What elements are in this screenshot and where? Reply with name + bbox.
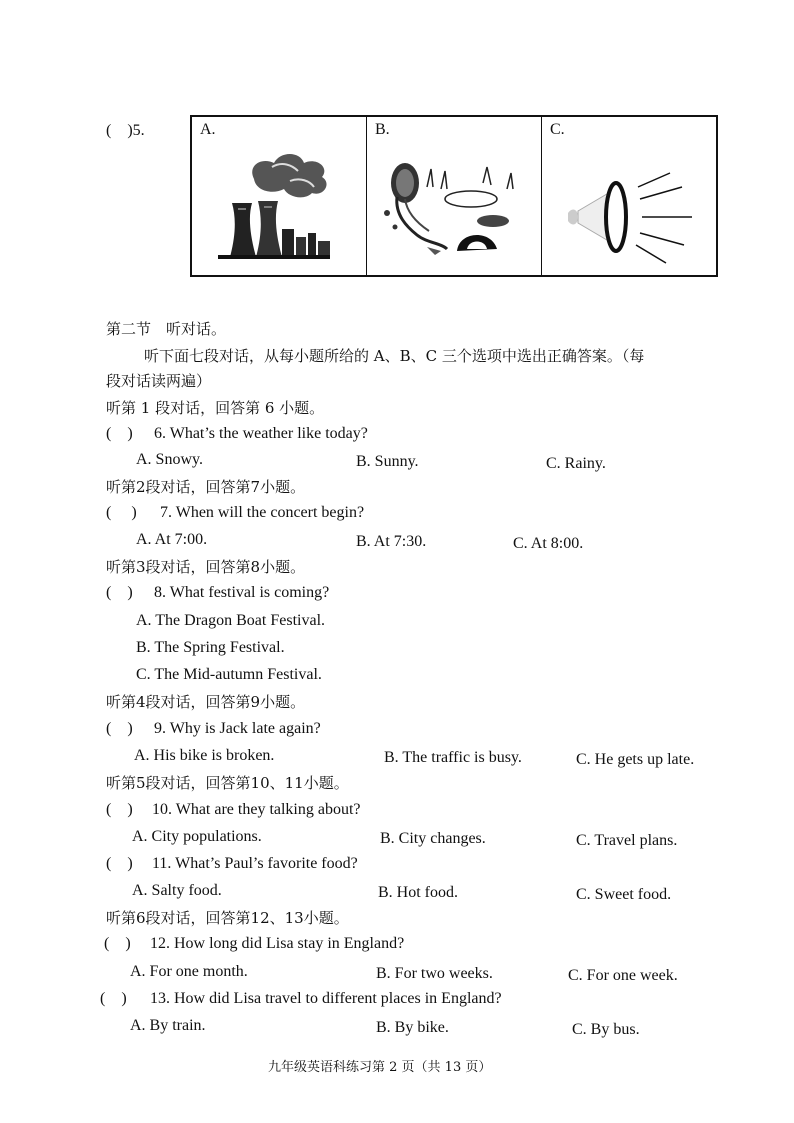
option-c[interactable]: C. He gets up late. [576,751,695,768]
answer-paren[interactable]: ( ) [100,990,127,1007]
group-heading: 听第2段对话，回答第7小题。 [106,478,306,496]
answer-paren[interactable]: ( ) [106,584,133,601]
polluted-water-icon [367,117,542,277]
question-text: 8. What festival is coming? [154,584,330,601]
group-heading: 听第5段对话，回答第10、11小题。 [106,774,349,792]
question-text: 12. How long did Lisa stay in England? [150,935,405,952]
option-b[interactable]: B. The Spring Festival. [136,639,285,656]
answer-paren[interactable]: ( ) [106,855,133,872]
option-a[interactable]: A. His bike is broken. [134,747,275,764]
q5-number: ( )5. [106,122,145,139]
option-b[interactable]: B. Sunny. [356,453,419,470]
option-c[interactable]: C. The Mid-autumn Festival. [136,666,322,683]
factory-smoke-icon [192,117,367,277]
option-c[interactable]: C. At 8:00. [513,535,584,552]
option-a[interactable]: A. City populations. [132,828,262,845]
option-b[interactable]: B. Hot food. [378,884,458,901]
q5-option-a-label: A. [200,121,216,138]
group-heading: 听第3段对话，回答第8小题。 [106,558,306,576]
option-c[interactable]: C. For one week. [568,967,678,984]
option-a[interactable]: A. Snowy. [136,451,203,468]
group-heading: 听第 1 段对话，回答第 6 小题。 [106,399,325,417]
answer-paren[interactable]: ( ) [106,504,137,521]
question-text: 11. What’s Paul’s favorite food? [152,855,358,872]
answer-paren[interactable]: ( ) [106,720,133,737]
q5-option-c-label: C. [550,121,565,138]
question-text: 10. What are they talking about? [152,801,361,818]
answer-paren[interactable]: ( ) [104,935,131,952]
q5-option-b-label: B. [375,121,390,138]
page-footer: 九年级英语科练习第 2 页（共 13 页） [268,1060,492,1075]
answer-paren[interactable]: ( ) [106,801,133,818]
group-heading: 听第4段对话，回答第9小题。 [106,693,306,711]
section-instruction-line1: 听下面七段对话，从每小题所给的 A、B、C 三个选项中选出正确答案。（每 [144,347,645,365]
option-a[interactable]: A. The Dragon Boat Festival. [136,612,326,629]
section-instruction-line2: 段对话读两遍） [106,372,212,390]
option-c[interactable]: C. Rainy. [546,455,606,472]
option-a[interactable]: A. For one month. [130,963,248,980]
q5-picture-table [190,115,718,277]
option-a[interactable]: A. Salty food. [132,882,222,899]
q5-option-a[interactable] [192,117,367,275]
answer-paren[interactable]: ( ) [106,425,133,442]
option-a[interactable]: A. By train. [130,1017,206,1034]
option-b[interactable]: B. The traffic is busy. [384,749,522,766]
option-b[interactable]: B. By bike. [376,1019,449,1036]
question-text: 6. What’s the weather like today? [154,425,368,442]
q5-option-c[interactable] [542,117,716,275]
group-heading: 听第6段对话，回答第12、13小题。 [106,909,349,927]
question-text: 13. How did Lisa travel to different places in England? [150,990,502,1007]
section-title: 第二节 听对话。 [106,320,227,338]
option-b[interactable]: B. City changes. [380,830,486,847]
option-a[interactable]: A. At 7:00. [136,531,208,548]
question-text: 7. When will the concert begin? [160,504,365,521]
loudspeaker-noise-icon [542,117,717,277]
option-b[interactable]: B. At 7:30. [356,533,427,550]
option-c[interactable]: C. By bus. [572,1021,640,1038]
option-b[interactable]: B. For two weeks. [376,965,493,982]
option-c[interactable]: C. Sweet food. [576,886,672,903]
question-text: 9. Why is Jack late again? [154,720,321,737]
option-c[interactable]: C. Travel plans. [576,832,678,849]
q5-option-b[interactable] [367,117,542,275]
